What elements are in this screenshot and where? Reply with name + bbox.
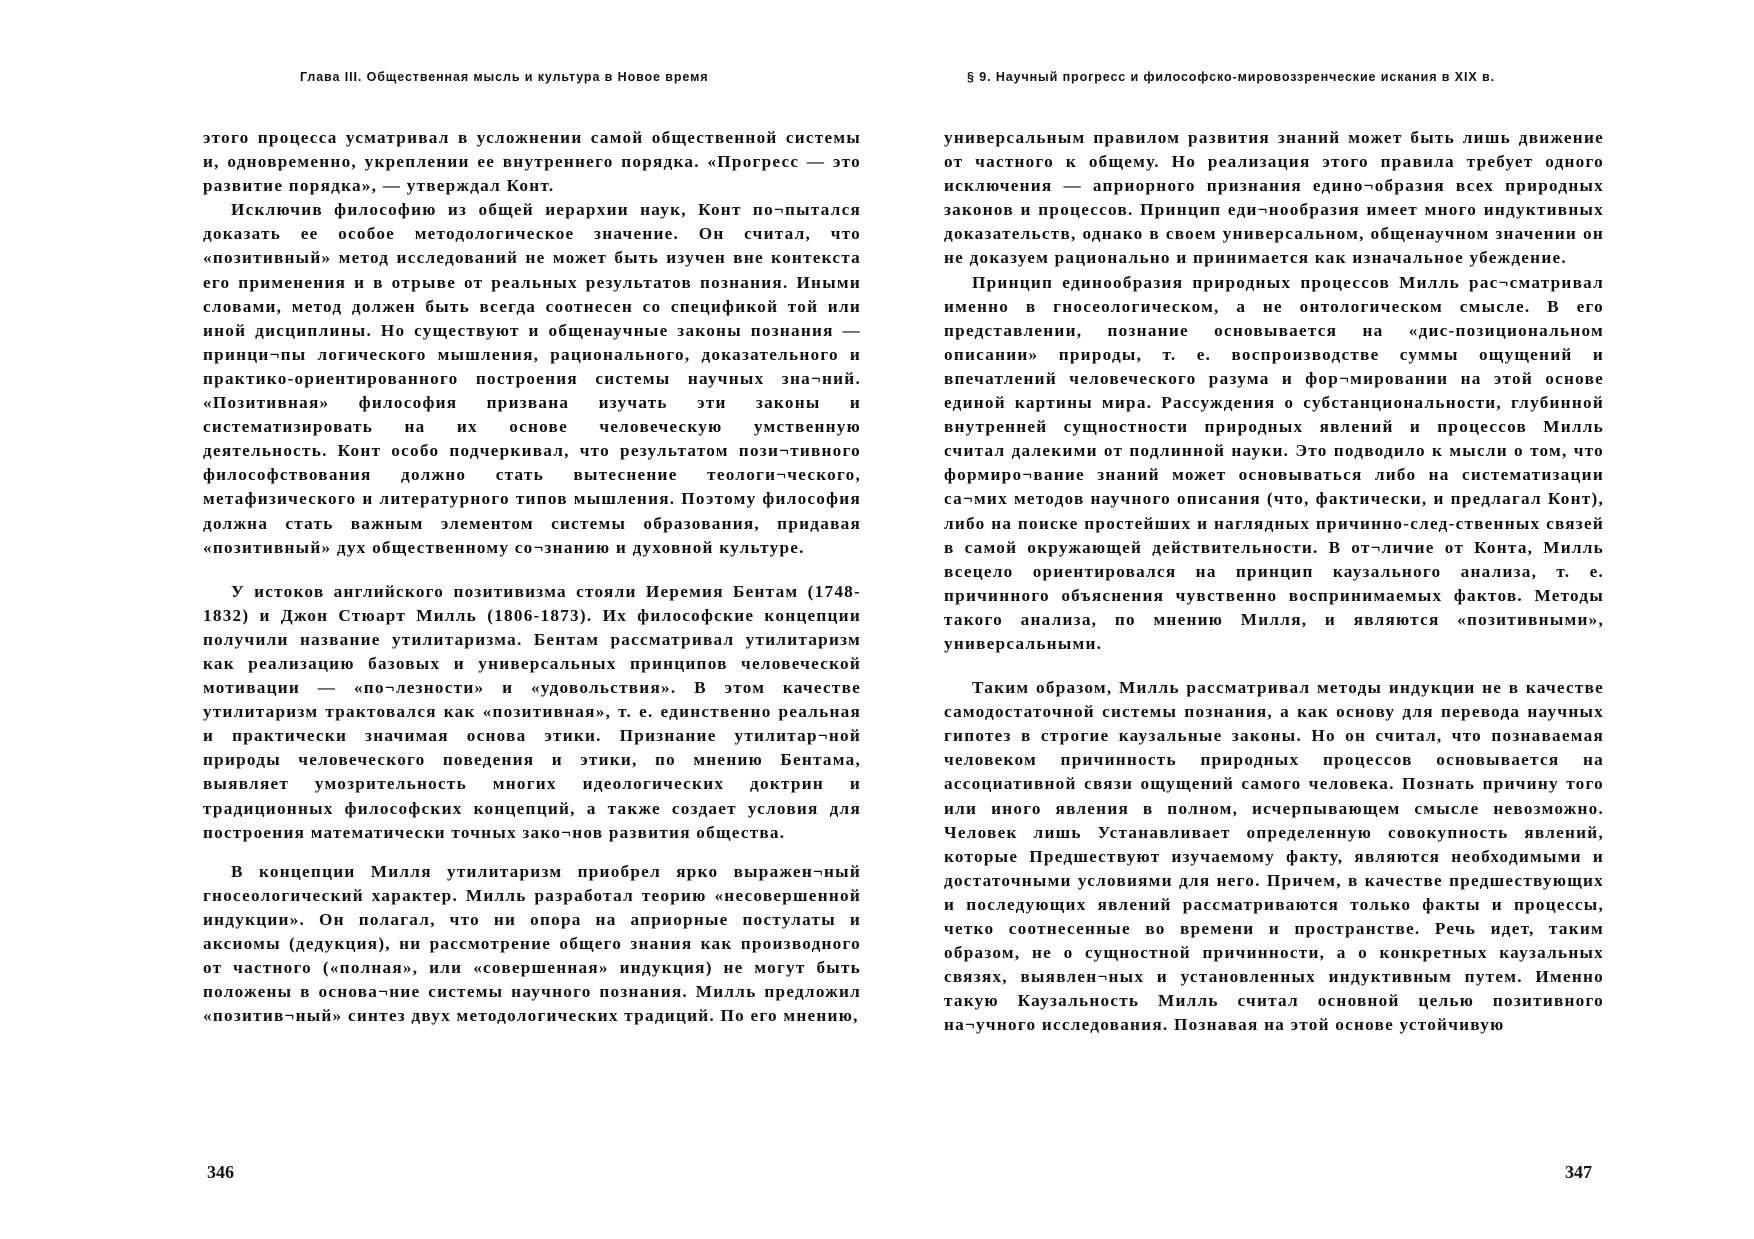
paragraph: У истоков английского позитивизма стояли Иеремия Бентам (1748-1832) и Джон Стюарт Милль (1806-1873). Их философские концепции получили название утилитаризма. Бентам рассматривал утилитаризм как реализацию базовых и универсальных принципов человеческой мотивации — «по¬лезности» и «удовольствия». В этом качестве утилитаризм трактовался как «позитивная», т. е. единственно реальная и практически значимая основа этики. Признание утилитар¬ной природы человеческого поведения и этики, по мнению Бентама, выявляет умозрительность многих идеологических доктрин и традиционных философских концепций, а также создает условия для построения математически точных зако¬нов развития общества.: [203, 581, 861, 842]
body-text: [203, 126, 861, 1028]
paragraph: универсальным правилом развития знаний может быть лишь движение от частного к общему. Но реализация этого правила требует одного исключения — априорного признания едино¬образия всех природных законов и процессов. Принцип еди¬нообразия имеет много индуктивных доказательств, однако в своем универсальном, общенаучном значении он не доказуем рационально и принимается как изначальное убеждение.: [944, 128, 1604, 268]
running-head: § 9. Научный прогресс и философско-мировоззренческие искания в XIX в.: [967, 70, 1495, 84]
page-number: 346: [207, 1162, 234, 1182]
paragraph: этого процесса усматривал в усложнении самой общественной системы и, одновременно, укреплении ее внутреннего порядка. «Прогресс — это развитие порядка», — утверждал Конт.: [203, 128, 861, 196]
right-page: [877, 0, 1754, 1239]
page-number: 347: [1565, 1162, 1592, 1182]
body-text: [944, 126, 1604, 1037]
paragraph: Таким образом, Милль рассматривал методы индукции не в качестве самодостаточной системы познания, а как основу для перевода научных гипотез в строгие каузальные законы. Но он считал, что познаваемая человеком причинность природных процессов основывается на ассоциативной связи ощущений самого человека. Познать причину того или иного явления в полном, исчерпывающем смысле невозможно. Человек лишь Устанавливает определенную совокупность явлений, которые Предшествуют изучаемому факту, являются необходимыми и достаточными условиями для него. Причем, в качестве предшествующих и последующих явлений рассматриваются только факты и процессы, четко соотнесенные во времени и пространстве. Речь идет, таким образом, не о сущностной причинности, а о конкретных каузальных связях, выявлен¬ных и установленных индуктивным путем. Именно такую Каузальность Милль считал основной целью позитивного на¬учного исследования. Познавая на этой основе устойчивую: [944, 678, 1604, 1035]
paragraph: Исключив философию из общей иерархии наук, Конт по¬пытался доказать ее особое методологическое значение. Он считал, что «позитивный» метод исследований не может быть изучен вне контекста его применения и в отрыве от реальных результатов познания. Иными словами, метод должен быть всегда соотнесен со спецификой той или иной дисциплины. Но существуют и общенаучные законы познания — принци¬пы логического мышления, рационального, доказательного и практико-ориентированного построения системы научных зна¬ний. «Позитивная» философия призвана изучать эти законы и систематизировать на их основе человеческую умственную деятельность. Конт особо подчеркивал, что результатом пози¬тивного философствования должно стать вытеснение теологи¬ческого, метафизического и литературного типов мышления. Поэтому философия должна стать важным элементом системы образования, придавая «позитивный» дух общественному со¬знанию и духовной культуре.: [203, 200, 861, 557]
paragraph: В концепции Милля утилитаризм приобрел ярко выражен¬ный гносеологический характер. Милль разработал теорию «несовершенной индукции». Он полагал, что ни опора на априорные постулаты и аксиомы (дедукция), ни рассмотрение общего знания как производного от частного («полная», или «совершенная» индукция) не могут быть положены в основа¬ние системы научного познания. Милль предложил «позитив¬ный» синтез двух методологических традиций. По его мнению,: [203, 861, 861, 1026]
running-head: Глава III. Общественная мысль и культура в Новое время: [300, 70, 709, 84]
paragraph: Принцип единообразия природных процессов Милль рас¬сматривал именно в гносеологическом, а не онтологическом смысле. В его представлении, познание основывается на «дис-позициональном описании» природы, т. е. воспроизводстве суммы ощущений и впечатлений человеческого разума и фор¬мировании на этой основе единой картины мира. Рассуждения о субстанциональности, глубинной внутренней сущностности природных явлений и процессов Милль считал далекими от подлинной науки. Это подводило к мысли о том, что формиро¬вание знаний может основываться либо на систематизации са¬мих методов научного описания (что, фактически, и предлагал Конт), либо на поиске простейших и наглядных причинно-след-ственных связей в самой окружающей действительности. В от¬личие от Конта, Милль всецело ориентировался на принцип каузального анализа, т. е. причинного объяснения чувственно воспринимаемых фактов. Методы такого анализа, по мнению Милля, и являются «позитивными», универсальными.: [944, 272, 1604, 653]
